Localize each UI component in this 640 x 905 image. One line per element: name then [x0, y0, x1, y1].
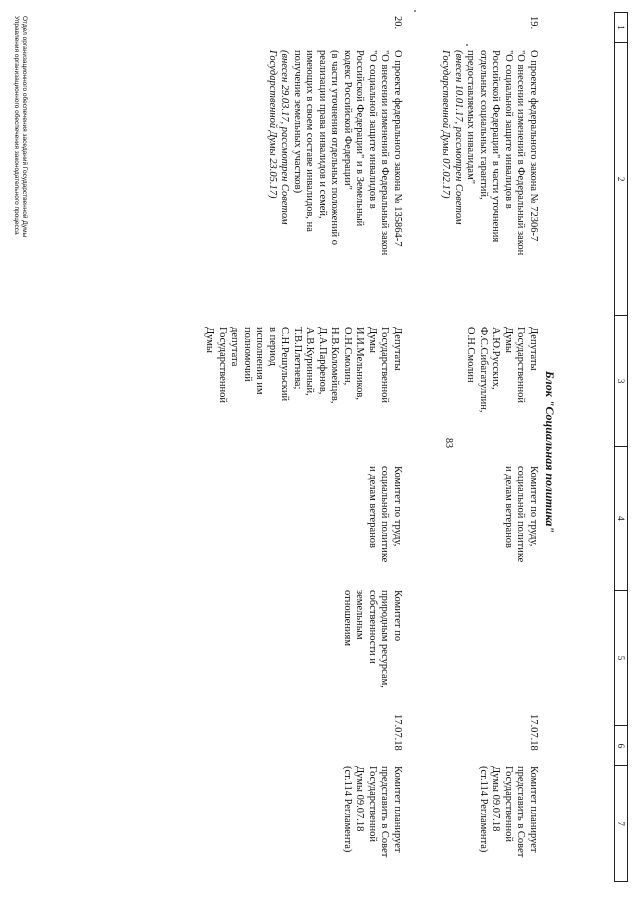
plan-line: представить в Совет [515, 766, 527, 858]
committee-line: социальной политике [515, 466, 527, 563]
bill-note-line: Государственной Думы 23.05.17) [267, 50, 278, 199]
bill-title-line: отдельных социальных гарантий, [478, 50, 489, 200]
bill-authors [464, 327, 539, 412]
column-number: 5 [615, 591, 627, 727]
bill-title-line: "О внесении изменений в Федеральный закон [379, 50, 391, 256]
bill-title-line: (в части уточнения отдельных положений о [329, 50, 341, 246]
column-number: 6 [615, 726, 627, 766]
plan-line: (ст.114 Регламента) [478, 766, 489, 853]
plan-line: Думы 09.07.18 [490, 766, 502, 832]
column-number: 4 [615, 447, 627, 591]
review-date: 17.07.18 [528, 714, 539, 751]
author-line: О.Н.Смолин [465, 327, 477, 383]
committee-line: и делам ветеранов [367, 466, 378, 548]
responsible-committee [366, 466, 404, 562]
plan-line: представить в Совет [379, 766, 391, 858]
author-line: Думы [204, 327, 216, 353]
plan-line: (ст.114 Регламента) [342, 766, 353, 853]
column-number: 2 [615, 43, 627, 316]
bill-title [439, 50, 539, 255]
plan-line: Комитет планирует [528, 766, 539, 853]
author-line: Государственной [515, 327, 527, 403]
bill-title-line: получение земельных участков) [292, 50, 303, 194]
author-line: Государственной [379, 327, 391, 403]
column-number: 3 [615, 316, 627, 447]
co-executor-committee [341, 590, 404, 688]
author-line: О.Н.Смолин, [342, 327, 353, 386]
author-line: Д.А.Парфенов, [317, 327, 328, 395]
page-number: 83 [443, 438, 454, 448]
committee-line: и делам ветеранов [503, 466, 514, 548]
author-line: А.В.Куринный, [304, 327, 316, 396]
plan-note [341, 766, 404, 857]
bill-title-line: О проекте федерального закона № 135864-7 [392, 50, 403, 247]
author-line: в период [267, 327, 278, 367]
bill-title [266, 50, 404, 255]
plan-line: Государственной [503, 766, 514, 842]
bill-title-line: кодекс Российской Федерации" [342, 50, 353, 190]
bill-note-line: Государственной Думы 07.02.17) [440, 50, 452, 199]
author-line: С.Н.Решульский [279, 327, 291, 402]
row-number: 20. [392, 16, 403, 30]
bill-title-line: Российской Федерации" в части уточнения [490, 50, 502, 243]
block-title: Блок "Социальная политика" [543, 370, 557, 534]
bill-title-line: "О социальной защите инвалидов в [503, 50, 514, 209]
author-line: Думы [503, 327, 514, 353]
bill-title-line: реализации права инвалидов и семей, [317, 50, 328, 219]
bill-note-line: (внесен 29.03.17, рассмотрен Советом [279, 50, 291, 225]
bill-title-line: предоставляемых инвалидам" [465, 50, 477, 185]
bill-title-line: Российской Федерации" и в Земельный [354, 50, 366, 227]
footer-department: Отдел организационного обеспечения заседаний Государственной Думы [21, 16, 28, 238]
author-line: А.Ю.Русских, [490, 327, 502, 390]
co-committee-line: собственности и [367, 590, 378, 664]
plan-line: Государственной [367, 766, 378, 842]
co-committee-line: природным ресурсам, [379, 590, 391, 688]
committee-line: Комитет по труду, [392, 466, 403, 547]
author-line: исполнения им [254, 327, 266, 395]
author-line: Т.В.Плетнева; [292, 327, 303, 390]
footer-directorate: Управления организационного обеспечения законодательного процесса [13, 16, 20, 235]
co-committee-line: отношениям [342, 590, 353, 647]
co-committee-line: земельным [354, 590, 366, 640]
plan-line: Думы 09.07.18 [354, 766, 366, 832]
author-line: Депутаты [528, 327, 539, 371]
author-line: Ф.С.Сибагатуллин, [478, 327, 489, 413]
author-line: И.И.Мельников, [354, 327, 366, 400]
co-committee-line: Комитет по [392, 590, 403, 642]
bill-title-line: "О внесении изменений в Федеральный закон [515, 50, 527, 256]
author-line: депутата [229, 327, 241, 367]
author-line: Депутаты [392, 327, 403, 371]
author-line: Думы [367, 327, 378, 353]
bill-title-line: имеющих в своем составе инвалидов, на [304, 50, 316, 232]
author-line: полномочий [242, 327, 253, 382]
bill-title-line: О проекте федерального закона № 72306-7 [528, 50, 539, 242]
plan-note [477, 766, 540, 857]
bill-authors [203, 327, 403, 404]
plan-line: Комитет планирует [392, 766, 403, 853]
bill-note-line: (внесен 10.01.17, рассмотрен Советом [453, 50, 464, 225]
author-line: Н.В.Коломейцев, [329, 327, 341, 404]
column-number-header [614, 12, 628, 882]
row-number: 19. [528, 16, 539, 30]
responsible-committee [502, 466, 540, 562]
review-date: 17.07.18 [392, 714, 403, 751]
bill-title-line: "О социальной защите инвалидов в [367, 50, 378, 209]
column-number: 7 [616, 821, 626, 826]
column-number: 1 [615, 13, 627, 43]
committee-line: Комитет по труду, [528, 466, 539, 547]
author-line: Государственной [217, 327, 228, 403]
committee-line: социальной политике [379, 466, 391, 563]
